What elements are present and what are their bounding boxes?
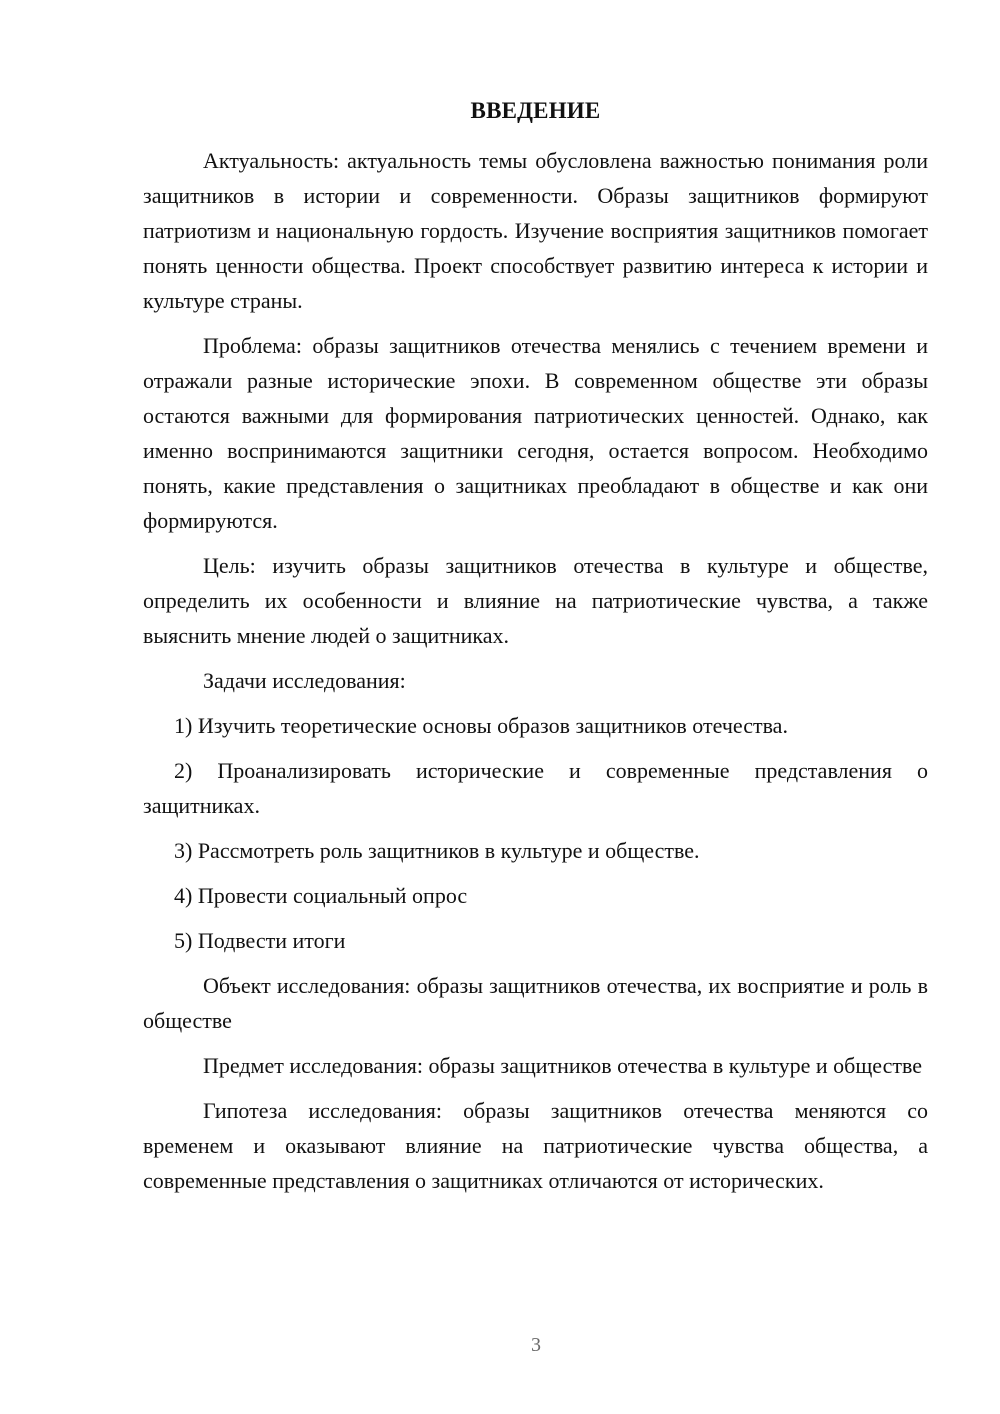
paragraph-object: Объект исследования: образы защитников отечества, их восприятие и роль в обществе [143,973,928,1033]
page-number: 3 [531,1334,541,1356]
task-item-4: 4) Провести социальный опрос [174,883,468,908]
paragraph-subject: Предмет исследования: образы защитников отечества в культуре и обществе [203,1053,923,1078]
page-title: ВВЕДЕНИЕ [470,98,601,123]
task-item-1: 1) Изучить теоретические основы образов защитников отечества. [174,713,788,738]
document-body [143,143,928,1208]
paragraph-problem: Проблема: образы защитников отечества менялись с течением времени и отражали разные исторические эпохи. В современном обществе эти образы остаются важными для формирования патриотических ценностей. Однако, как именно воспринимаются защитники сегодня, остается вопросом. Необходимо понять, какие представления о защитниках преобладают в обществе и как они формируются. [143,333,928,533]
paragraph-tasks-heading: Задачи исследования: [203,668,406,693]
task-item-5: 5) Подвести итоги [174,928,346,953]
paragraph-relevance: Актуальность: актуальность темы обусловлена важностью понимания роли защитников в истории и современности. Образы защитников формируют патриотизм и национальную гордость. Изучение восприятия защитников помогает понять ценности общества. Проект способствует развитию интереса к истории и культуре страны. [143,148,928,313]
paragraph-hypothesis: Гипотеза исследования: образы защитников отечества меняются со временем и оказывают влияние на патриотические чувства общества, а современные представления о защитниках отличаются от исторических. [143,1098,928,1193]
paragraph-goal: Цель: изучить образы защитников отечества в культуре и обществе, определить их особенности и влияние на патриотические чувства, а также выяснить мнение людей о защитниках. [143,553,928,648]
task-item-2: 2) Проанализировать исторические и современные представления о защитниках. [143,758,928,818]
task-item-3: 3) Рассмотреть роль защитников в культуре и обществе. [174,838,700,863]
